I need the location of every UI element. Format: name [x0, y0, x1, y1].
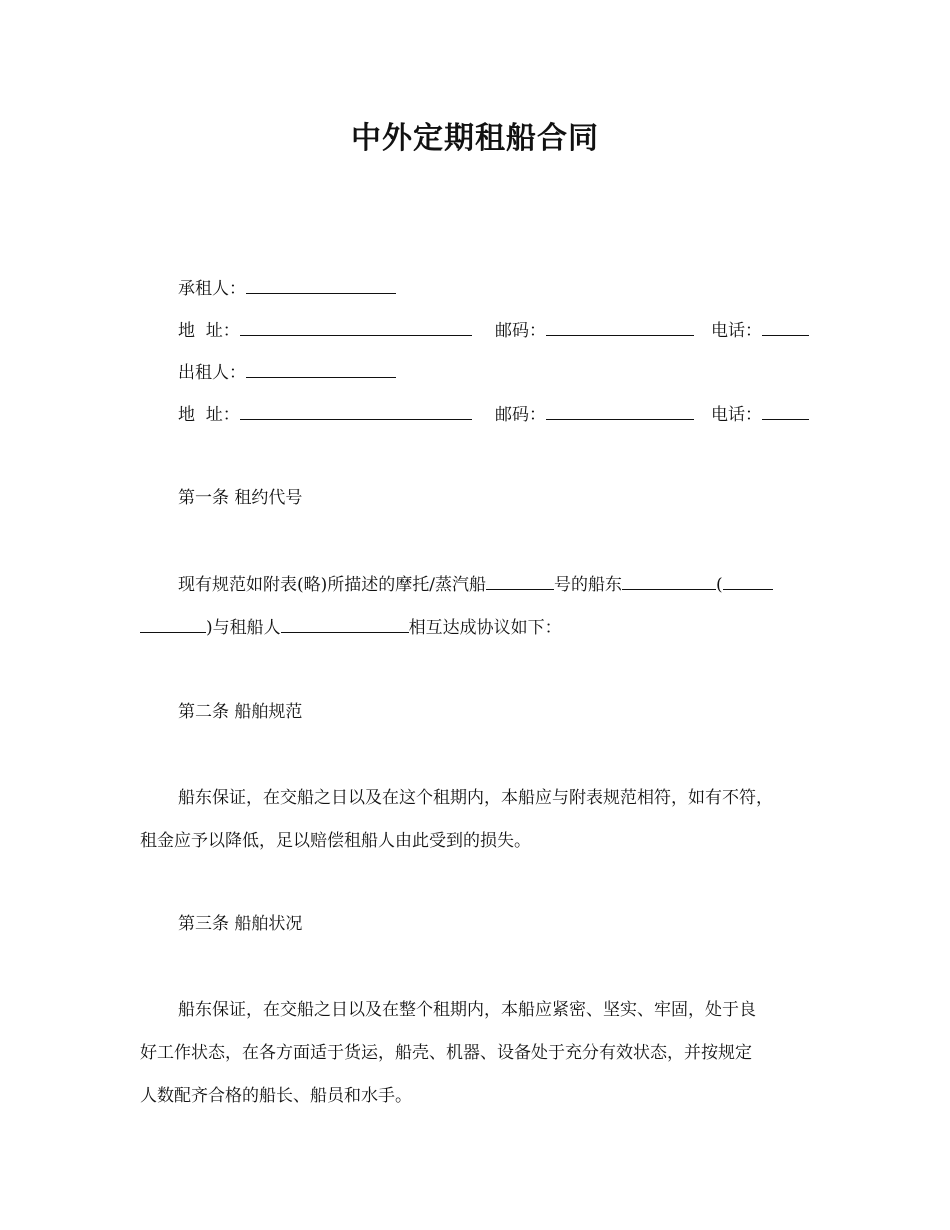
lessor-row: [178, 360, 396, 385]
lessor-postcode-row: [495, 402, 694, 427]
lessee-label: 承租人：: [178, 279, 246, 299]
article-2-line-1: 船东保证，在交船之日以及在这个租期内，本船应与附表规范相符，如有不符，: [178, 788, 773, 808]
article-1-text-b: 号的船东: [554, 575, 622, 595]
lessee-row: [178, 276, 396, 301]
address-label: 地 址：: [178, 321, 240, 341]
postcode-label: 邮码：: [495, 321, 546, 341]
lessee-phone-blank[interactable]: [762, 318, 809, 336]
address-label: 地 址：: [178, 405, 240, 425]
ship-number-blank[interactable]: [486, 572, 554, 590]
phone-label: 电话：: [711, 321, 762, 341]
article-3-heading: 第三条 船舶状况: [178, 914, 303, 934]
article-1-text-e: 相互达成协议如下：: [408, 618, 562, 638]
article-3-line-2: 好工作状态，在各方面适于货运，船壳、机器、设备处于充分有效状态，并按规定: [140, 1043, 752, 1063]
article-2-line-2: 租金应予以降低，足以赔偿租船人由此受到的损失。: [140, 831, 531, 851]
lessor-address-row: [178, 402, 472, 427]
lessee-phone-row: [711, 318, 809, 343]
article-3-line-3: 人数配齐合格的船长、船员和水手。: [140, 1086, 412, 1106]
lessor-name-blank[interactable]: [246, 360, 396, 378]
article-1-text-d: )与租船人: [206, 618, 281, 638]
charterer-blank[interactable]: [281, 615, 409, 633]
phone-label: 电话：: [711, 405, 762, 425]
shipowner-blank[interactable]: [622, 572, 716, 590]
lessee-name-blank[interactable]: [246, 276, 396, 294]
lessor-label: 出租人：: [178, 363, 246, 383]
article-2-heading: 第二条 船舶规范: [178, 702, 303, 722]
document-title: 中外定期租船合同: [351, 121, 599, 156]
lessee-postcode-row: [495, 318, 694, 343]
article-1-line-1: [178, 572, 773, 597]
article-1-heading: 第一条 租约代号: [178, 488, 303, 508]
lessee-address-blank[interactable]: [240, 318, 472, 336]
article-3-line-1: 船东保证，在交船之日以及在整个租期内，本船应紧密、坚实、牢固，处于良: [178, 1000, 756, 1020]
article-1-text-c: (: [716, 575, 723, 595]
lessor-address-blank[interactable]: [240, 402, 472, 420]
lessor-postcode-blank[interactable]: [546, 402, 694, 420]
lessor-phone-blank[interactable]: [762, 402, 809, 420]
lessor-phone-row: [711, 402, 809, 427]
lessee-postcode-blank[interactable]: [546, 318, 694, 336]
article-1-line-2: [140, 615, 562, 640]
lessee-address-row: [178, 318, 472, 343]
shipowner-extra-blank[interactable]: [723, 572, 773, 590]
postcode-label: 邮码：: [495, 405, 546, 425]
article-1-text-a: 现有规范如附表(略)所描述的摩托/蒸汽船: [178, 575, 486, 595]
shipowner-extra-blank-cont[interactable]: [140, 615, 206, 633]
